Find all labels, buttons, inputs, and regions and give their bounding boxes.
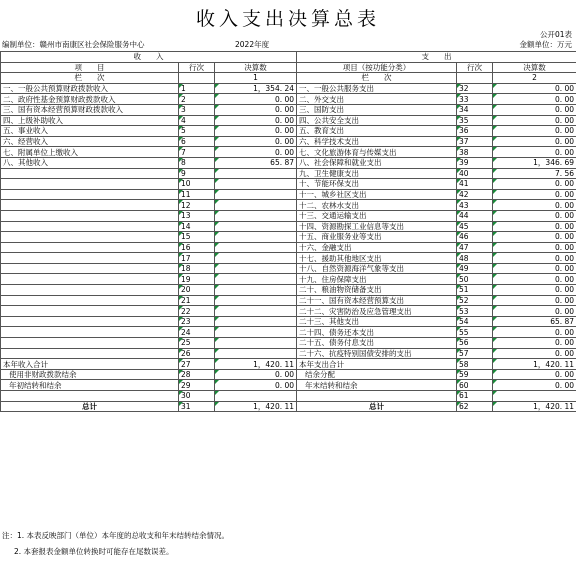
expense-amount: 0. 00 <box>493 94 576 105</box>
expense-item: 总计 <box>297 401 457 412</box>
income-row-no: 19 <box>179 274 215 285</box>
income-row-no: 24 <box>179 327 215 338</box>
income-item <box>1 168 179 179</box>
expense-item: 二十、粮油物资储备支出 <box>297 285 457 296</box>
expense-amount <box>493 391 576 402</box>
income-amount: 65. 87 <box>215 157 297 168</box>
budget-summary-table <box>0 51 576 412</box>
income-col-label: 栏 次 <box>1 73 179 84</box>
column-header-row <box>1 62 576 73</box>
income-amount <box>215 391 297 402</box>
expense-col-label: 栏 次 <box>297 73 457 84</box>
income-row-no: 15 <box>179 232 215 243</box>
expense-row-no: 36 <box>457 126 493 137</box>
expense-item: 十一、城乡社区支出 <box>297 189 457 200</box>
expense-row-no: 45 <box>457 221 493 232</box>
expense-amount: 1，420. 11 <box>493 359 576 370</box>
table-row <box>1 136 576 147</box>
expense-row-no: 42 <box>457 189 493 200</box>
income-row-no: 5 <box>179 126 215 137</box>
income-amount <box>215 306 297 317</box>
expense-row-no: 51 <box>457 285 493 296</box>
expense-amount: 0. 00 <box>493 147 576 158</box>
income-item <box>1 200 179 211</box>
income-amount <box>215 189 297 200</box>
income-item <box>1 391 179 402</box>
expense-row-no: 40 <box>457 168 493 179</box>
expense-amount: 7. 56 <box>493 168 576 179</box>
table-row <box>1 380 576 391</box>
expense-row-no: 37 <box>457 136 493 147</box>
expense-item: 本年支出合计 <box>297 359 457 370</box>
income-row-no-header: 行次 <box>179 62 215 73</box>
income-amount <box>215 295 297 306</box>
expense-item: 十八、自然资源海洋气象等支出 <box>297 263 457 274</box>
expense-amount: 0. 00 <box>493 306 576 317</box>
income-row-no: 7 <box>179 147 215 158</box>
income-amount: 0. 00 <box>215 104 297 115</box>
expense-item: 十九、住房保障支出 <box>297 274 457 285</box>
expense-amount: 0. 00 <box>493 327 576 338</box>
expense-item: 五、教育支出 <box>297 126 457 137</box>
table-row <box>1 348 576 359</box>
expense-amount: 0. 00 <box>493 232 576 243</box>
income-amount <box>215 327 297 338</box>
income-col-index: 1 <box>215 73 297 84</box>
income-item-header: 项 目 <box>1 62 179 73</box>
income-amount <box>215 210 297 221</box>
income-item <box>1 295 179 306</box>
expense-amount: 0. 00 <box>493 263 576 274</box>
income-row-no: 13 <box>179 210 215 221</box>
income-amount <box>215 179 297 190</box>
income-item: 四、上级补助收入 <box>1 115 179 126</box>
income-amount-header: 决算数 <box>215 62 297 73</box>
expense-item: 六、科学技术支出 <box>297 136 457 147</box>
table-row <box>1 232 576 243</box>
income-amount: 1，354. 24 <box>215 83 297 94</box>
income-row-no: 20 <box>179 285 215 296</box>
expense-row-no: 61 <box>457 391 493 402</box>
income-item: 总计 <box>1 401 179 412</box>
table-row <box>1 285 576 296</box>
income-row-no: 12 <box>179 200 215 211</box>
income-row-no: 10 <box>179 179 215 190</box>
form-number: 公开01表 <box>539 30 572 39</box>
income-row-no: 3 <box>179 104 215 115</box>
income-amount <box>215 253 297 264</box>
income-row-no: 14 <box>179 221 215 232</box>
income-row-no: 18 <box>179 263 215 274</box>
expense-row-no: 44 <box>457 210 493 221</box>
expense-item: 二十二、灾害防治及应急管理支出 <box>297 306 457 317</box>
income-item <box>1 338 179 349</box>
table-row <box>1 327 576 338</box>
expense-row-no: 59 <box>457 369 493 380</box>
expense-row-no: 62 <box>457 401 493 412</box>
currency-unit: 金额单位：万元 <box>519 40 572 49</box>
expense-item: 十六、金融支出 <box>297 242 457 253</box>
expense-item: 九、卫生健康支出 <box>297 168 457 179</box>
income-item <box>1 306 179 317</box>
expense-row-no: 41 <box>457 179 493 190</box>
income-amount <box>215 242 297 253</box>
table-row <box>1 221 576 232</box>
expense-row-no: 57 <box>457 348 493 359</box>
expense-amount: 0. 00 <box>493 380 576 391</box>
income-row-no: 26 <box>179 348 215 359</box>
expense-item: 年末结转和结余 <box>297 380 457 391</box>
expense-item: 二十三、其他支出 <box>297 316 457 327</box>
expense-item: 结余分配 <box>297 369 457 380</box>
income-item: 本年收入合计 <box>1 359 179 370</box>
table-row <box>1 189 576 200</box>
expense-row-no: 46 <box>457 232 493 243</box>
expense-item: 十、节能环保支出 <box>297 179 457 190</box>
income-amount <box>215 263 297 274</box>
expense-row-no: 50 <box>457 274 493 285</box>
income-item <box>1 348 179 359</box>
report-title: 收入支出决算总表 <box>195 8 380 30</box>
income-item: 五、事业收入 <box>1 126 179 137</box>
income-row-no: 9 <box>179 168 215 179</box>
income-row-no: 31 <box>179 401 215 412</box>
expense-item: 二十六、抗疫特别国债安排的支出 <box>297 348 457 359</box>
expense-amount: 0. 00 <box>493 274 576 285</box>
expense-item: 一、一般公共服务支出 <box>297 83 457 94</box>
income-row-no: 4 <box>179 115 215 126</box>
table-row <box>1 168 576 179</box>
income-amount <box>215 316 297 327</box>
income-amount: 0. 00 <box>215 380 297 391</box>
expense-row-no: 58 <box>457 359 493 370</box>
income-item: 八、其他收入 <box>1 157 179 168</box>
expense-amount: 0. 00 <box>493 369 576 380</box>
income-amount <box>215 232 297 243</box>
expense-row-no: 49 <box>457 263 493 274</box>
empty-cell <box>457 73 493 84</box>
table-row <box>1 369 576 380</box>
income-item <box>1 242 179 253</box>
income-row-no: 1 <box>179 83 215 94</box>
table-row <box>1 157 576 168</box>
income-item <box>1 327 179 338</box>
income-item <box>1 285 179 296</box>
expense-amount: 0. 00 <box>493 179 576 190</box>
expense-amount: 0. 00 <box>493 221 576 232</box>
expense-row-no: 52 <box>457 295 493 306</box>
table-row <box>1 83 576 94</box>
expense-item: 十二、农林水支出 <box>297 200 457 211</box>
expense-item <box>297 391 457 402</box>
expense-row-no: 32 <box>457 83 493 94</box>
expense-row-no: 39 <box>457 157 493 168</box>
income-item: 一、一般公共预算财政拨款收入 <box>1 83 179 94</box>
expense-amount: 0. 00 <box>493 285 576 296</box>
income-row-no: 17 <box>179 253 215 264</box>
income-item: 二、政府性基金预算财政拨款收入 <box>1 94 179 105</box>
income-amount <box>215 285 297 296</box>
income-row-no: 30 <box>179 391 215 402</box>
income-row-no: 23 <box>179 316 215 327</box>
table-row <box>1 338 576 349</box>
table-row <box>1 295 576 306</box>
table-row <box>1 242 576 253</box>
income-row-no: 28 <box>179 369 215 380</box>
expense-amount: 0. 00 <box>493 338 576 349</box>
table-row <box>1 306 576 317</box>
expense-row-no: 34 <box>457 104 493 115</box>
income-amount: 0. 00 <box>215 126 297 137</box>
income-amount: 0. 00 <box>215 136 297 147</box>
income-amount: 0. 00 <box>215 94 297 105</box>
expense-amount: 0. 00 <box>493 115 576 126</box>
income-row-no: 16 <box>179 242 215 253</box>
income-row-no: 25 <box>179 338 215 349</box>
expense-col-index: 2 <box>493 73 576 84</box>
expense-row-no: 47 <box>457 242 493 253</box>
expense-amount: 1，346. 69 <box>493 157 576 168</box>
reporting-unit: 编制单位：赣州市南康区社会保险服务中心 <box>2 40 145 49</box>
income-amount <box>215 348 297 359</box>
expense-row-no: 33 <box>457 94 493 105</box>
table-row <box>1 200 576 211</box>
income-amount: 1，420. 11 <box>215 401 297 412</box>
expense-item: 十三、交通运输支出 <box>297 210 457 221</box>
income-row-no: 8 <box>179 157 215 168</box>
table-row <box>1 179 576 190</box>
group-header-row <box>1 52 576 63</box>
expense-row-no: 35 <box>457 115 493 126</box>
income-item: 六、经营收入 <box>1 136 179 147</box>
income-item <box>1 232 179 243</box>
table-row <box>1 359 576 370</box>
expense-row-no: 38 <box>457 147 493 158</box>
income-group-header: 收 入 <box>1 52 297 63</box>
expense-row-no: 43 <box>457 200 493 211</box>
table-row <box>1 401 576 412</box>
income-item <box>1 179 179 190</box>
expense-amount: 1，420. 11 <box>493 401 576 412</box>
income-item <box>1 210 179 221</box>
income-row-no: 11 <box>179 189 215 200</box>
expense-group-header: 支 出 <box>297 52 576 63</box>
expense-amount: 0. 00 <box>493 126 576 137</box>
expense-amount: 0. 00 <box>493 295 576 306</box>
expense-amount: 65. 87 <box>493 316 576 327</box>
table-row <box>1 253 576 264</box>
income-item: 七、附属单位上缴收入 <box>1 147 179 158</box>
table-row <box>1 104 576 115</box>
expense-item: 十四、资源勘探工业信息等支出 <box>297 221 457 232</box>
income-item: 三、国有资本经营预算财政拨款收入 <box>1 104 179 115</box>
table-row <box>1 126 576 137</box>
expense-amount: 0. 00 <box>493 136 576 147</box>
table-row <box>1 147 576 158</box>
expense-amount: 0. 00 <box>493 242 576 253</box>
income-item <box>1 316 179 327</box>
table-row <box>1 391 576 402</box>
expense-item: 四、公共安全支出 <box>297 115 457 126</box>
income-item <box>1 253 179 264</box>
income-item: 年初结转和结余 <box>1 380 179 391</box>
expense-amount: 0. 00 <box>493 210 576 221</box>
expense-row-no: 48 <box>457 253 493 264</box>
income-row-no: 29 <box>179 380 215 391</box>
column-index-row <box>1 73 576 84</box>
expense-item: 七、文化旅游体育与传媒支出 <box>297 147 457 158</box>
expense-item: 二、外交支出 <box>297 94 457 105</box>
expense-amount: 0. 00 <box>493 189 576 200</box>
table-row <box>1 115 576 126</box>
income-amount: 0. 00 <box>215 115 297 126</box>
expense-amount: 0. 00 <box>493 348 576 359</box>
income-amount: 0. 00 <box>215 369 297 380</box>
expense-item: 十七、援助其他地区支出 <box>297 253 457 264</box>
expense-amount: 0. 00 <box>493 83 576 94</box>
income-item: 使用非财政拨款结余 <box>1 369 179 380</box>
expense-amount: 0. 00 <box>493 253 576 264</box>
income-amount: 1，420. 11 <box>215 359 297 370</box>
expense-row-no: 53 <box>457 306 493 317</box>
income-amount <box>215 221 297 232</box>
table-row <box>1 316 576 327</box>
income-row-no: 6 <box>179 136 215 147</box>
expense-item: 三、国防支出 <box>297 104 457 115</box>
income-item <box>1 274 179 285</box>
empty-cell <box>179 73 215 84</box>
income-row-no: 2 <box>179 94 215 105</box>
expense-item: 二十一、国有资本经营预算支出 <box>297 295 457 306</box>
income-row-no: 22 <box>179 306 215 317</box>
expense-item: 八、社会保障和就业支出 <box>297 157 457 168</box>
income-item <box>1 263 179 274</box>
table-row <box>1 274 576 285</box>
income-row-no: 21 <box>179 295 215 306</box>
table-row <box>1 210 576 221</box>
expense-item-header: 项目（按功能分类） <box>297 62 457 73</box>
expense-amount-header: 决算数 <box>493 62 576 73</box>
table-row <box>1 94 576 105</box>
income-amount <box>215 168 297 179</box>
income-amount <box>215 274 297 285</box>
table-row <box>1 263 576 274</box>
income-row-no: 27 <box>179 359 215 370</box>
note-2: 2. 本套报表金额单位转换时可能存在尾数误差。 <box>14 547 174 556</box>
income-amount: 0. 00 <box>215 147 297 158</box>
expense-item: 二十四、债务还本支出 <box>297 327 457 338</box>
income-amount <box>215 200 297 211</box>
expense-row-no: 60 <box>457 380 493 391</box>
note-1: 注：1. 本表反映部门（单位）本年度的总收支和年末结转结余情况。 <box>2 531 230 540</box>
expense-item: 十五、商业服务业等支出 <box>297 232 457 243</box>
income-amount <box>215 338 297 349</box>
expense-row-no: 54 <box>457 316 493 327</box>
expense-amount: 0. 00 <box>493 200 576 211</box>
expense-amount: 0. 00 <box>493 104 576 115</box>
income-item <box>1 221 179 232</box>
expense-item: 二十五、债务付息支出 <box>297 338 457 349</box>
expense-row-no-header: 行次 <box>457 62 493 73</box>
income-item <box>1 189 179 200</box>
expense-row-no: 55 <box>457 327 493 338</box>
expense-row-no: 56 <box>457 338 493 349</box>
fiscal-year: 2022年度 <box>235 40 270 49</box>
